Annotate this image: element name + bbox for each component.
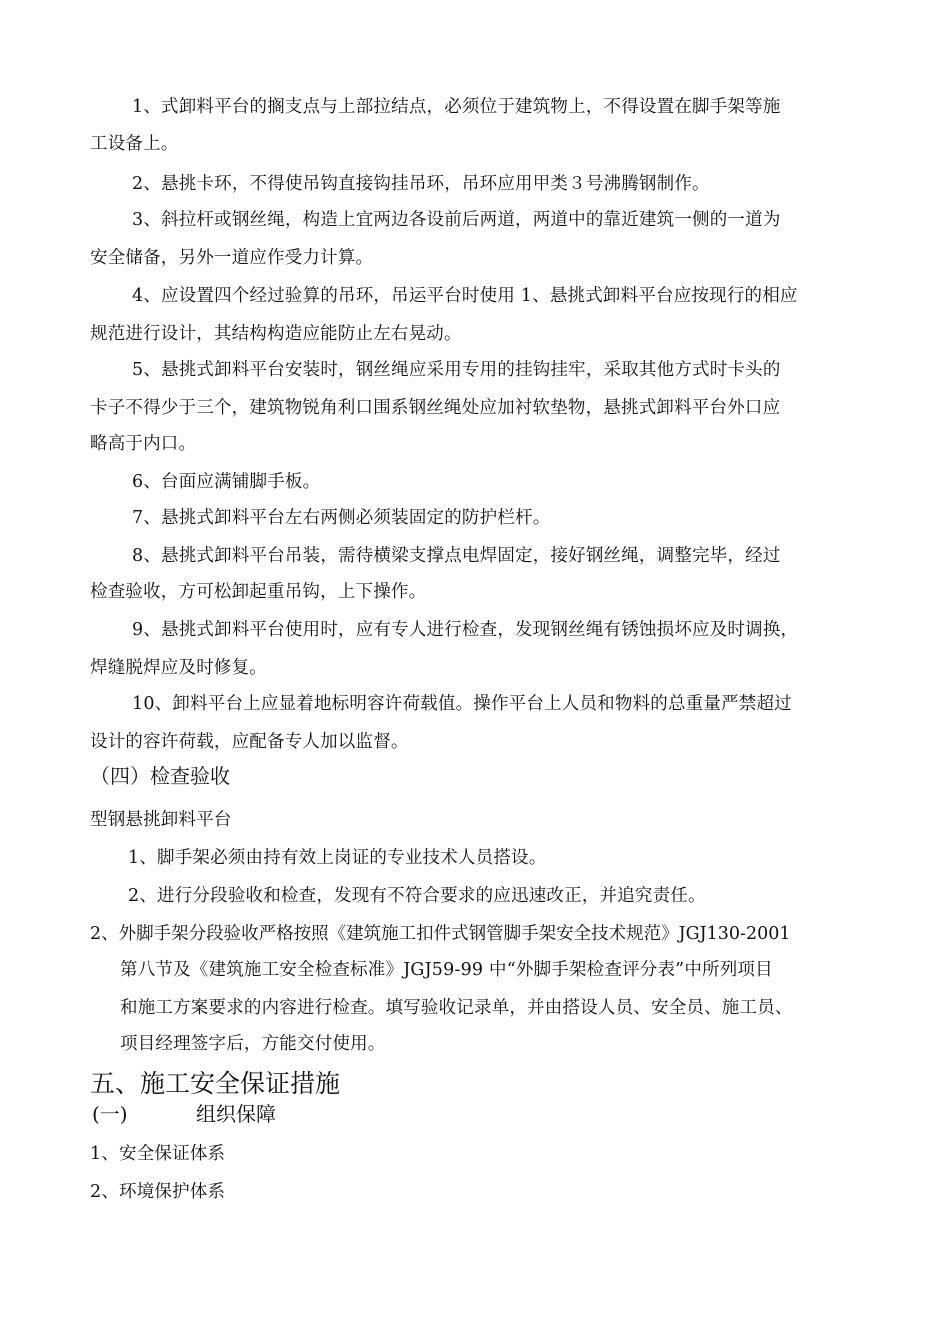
check-item-2: 2、进行分段验收和检查，发现有不符合要求的应迅速改正，并追究责任。 <box>128 886 706 906</box>
item-8-line-2: 检查验收，方可松卸起重吊钩，上下操作。 <box>90 582 427 602</box>
item-4-line-2: 规范进行设计，其结构构造应能防止左右晃动。 <box>90 324 462 344</box>
item-3-line-2: 安全储备，另外一道应作受力计算。 <box>90 248 374 268</box>
system-item-1: 1、安全保证体系 <box>90 1144 226 1164</box>
org-section-number: (一) <box>92 1102 128 1126</box>
item-1-line-1: 1、式卸料平台的搁支点与上部拉结点，必须位于建筑物上，不得设置在脚手架等施 <box>132 97 781 117</box>
item-10-line-2: 设计的容许荷载，应配备专人加以监督。 <box>90 732 409 752</box>
system-item-2: 2、环境保护体系 <box>90 1182 226 1202</box>
check-item-3-line-1: 2、外脚手架分段验收严格按照《建筑施工扣件式钢管脚手架安全技术规范》JGJ130-2001 <box>90 924 791 944</box>
chapter-5-heading: 五、施工安全保证措施 <box>90 1069 341 1098</box>
check-item-3-line-2: 第八节及《建筑施工安全检查标准》JGJ59-99 中“外脚手架检查评分表”中所列项目 <box>120 960 773 980</box>
item-2-line-1: 2、悬挑卡环，不得使吊钩直接钩挂吊环，吊环应用甲类３号沸腾钢制作。 <box>132 174 710 194</box>
check-item-3-line-3: 和施工方案要求的内容进行检查。填写验收记录单，并由搭设人员、安全员、施工员、 <box>120 998 793 1018</box>
org-section-title: 组织保障 <box>196 1102 276 1126</box>
item-3-line-1: 3、斜拉杆或钢丝绳，构造上宜两边各设前后两道，两道中的靠近建筑一侧的一道为 <box>132 210 781 230</box>
item-6-line-1: 6、台面应满铺脚手板。 <box>132 472 321 492</box>
item-9-line-2: 焊缝脱焊应及时修复。 <box>90 658 267 678</box>
item-5-line-3: 略高于内口。 <box>90 434 197 454</box>
item-7-line-1: 7、悬挑式卸料平台左右两侧必须装固定的防护栏杆。 <box>132 508 551 528</box>
check-item-1: 1、脚手架必须由持有效上岗证的专业技术人员搭设。 <box>128 848 547 868</box>
item-5-line-1: 5、悬挑式卸料平台安装时，钢丝绳应采用专用的挂钩挂牢，采取其他方式时卡头的 <box>132 360 781 380</box>
item-4-line-1: 4、应设置四个经过验算的吊环，吊运平台时使用 1、悬挑式卸料平台应按现行的相应 <box>132 286 798 306</box>
item-5-line-2: 卡子不得少于三个，建筑物锐角利口围系钢丝绳处应加衬软垫物，悬挑式卸料平台外口应 <box>90 398 781 418</box>
item-8-line-1: 8、悬挑式卸料平台吊装，需待横梁支撑点电焊固定，接好钢丝绳，调整完毕，经过 <box>132 546 781 566</box>
item-9-line-1: 9、悬挑式卸料平台使用时，应有专人进行检查，发现钢丝绳有锈蚀损坏应及时调换， <box>132 620 799 640</box>
item-10-line-1: 10、卸料平台上应显着地标明容许荷载值。操作平台上人员和物料的总重量严禁超过 <box>132 694 792 714</box>
item-1-line-2: 工设备上。 <box>90 134 179 154</box>
check-item-3-line-4: 项目经理签字后，方能交付使用。 <box>120 1034 386 1054</box>
platform-label: 型钢悬挑卸料平台 <box>90 810 232 830</box>
section-4-heading: （四）检查验收 <box>90 764 230 788</box>
